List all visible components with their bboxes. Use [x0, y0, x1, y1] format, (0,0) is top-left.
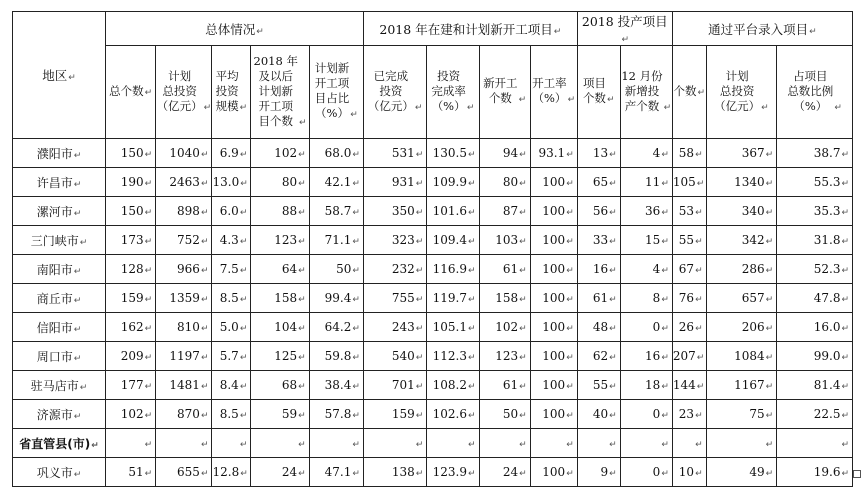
value-cell: 701↵: [363, 371, 426, 400]
value-cell: 4↵: [620, 139, 672, 168]
value-cell: 19.6↵: [777, 458, 853, 487]
value-cell: 65↵: [577, 168, 620, 197]
value-cell: 16.0↵: [777, 313, 853, 342]
value-cell: 42.1↵: [309, 168, 363, 197]
value-cell: 80↵: [479, 168, 530, 197]
value-cell: 1340↵: [706, 168, 777, 197]
table-body: [13, 139, 853, 487]
value-cell: 931↵: [363, 168, 426, 197]
value-cell: 105.1↵: [427, 313, 479, 342]
region-header: 地区↵: [13, 12, 106, 139]
value-cell: 100↵: [530, 371, 577, 400]
value-cell: ↵: [427, 429, 479, 458]
value-cell: 350↵: [363, 197, 426, 226]
value-cell: 68.0↵: [309, 139, 363, 168]
value-cell: 23↵: [672, 400, 706, 429]
value-cell: 119.7↵: [427, 284, 479, 313]
value-cell: 58.7↵: [309, 197, 363, 226]
table-row: [13, 429, 853, 458]
value-cell: 810↵: [156, 313, 212, 342]
value-cell: 130.5↵: [427, 139, 479, 168]
value-cell: 128↵: [106, 255, 156, 284]
value-cell: ↵: [577, 429, 620, 458]
value-cell: 5.0↵: [212, 313, 251, 342]
value-cell: 109.9↵: [427, 168, 479, 197]
value-cell: 112.3↵: [427, 342, 479, 371]
value-cell: ↵: [479, 429, 530, 458]
value-cell: 24↵: [251, 458, 309, 487]
value-cell: 144↵: [672, 371, 706, 400]
value-cell: 206↵: [706, 313, 777, 342]
value-cell: 16↵: [620, 342, 672, 371]
value-cell: 80↵: [251, 168, 309, 197]
value-cell: 752↵: [156, 226, 212, 255]
value-cell: 898↵: [156, 197, 212, 226]
column-header: 新开工 个数 ↵: [479, 46, 530, 139]
value-cell: 531↵: [363, 139, 426, 168]
value-cell: 123↵: [251, 226, 309, 255]
value-cell: 125↵: [251, 342, 309, 371]
value-cell: 109.4↵: [427, 226, 479, 255]
region-cell: 漯河市↵: [13, 197, 106, 226]
value-cell: 13.0↵: [212, 168, 251, 197]
column-header: 计划新 开工项 目占比 （%）↵: [309, 46, 363, 139]
group-header-construction: 2018 年在建和计划新开工项目↵: [363, 12, 577, 46]
region-cell: 信阳市↵: [13, 313, 106, 342]
value-cell: 150↵: [106, 139, 156, 168]
group-header-production: 2018 投产项目↵: [577, 12, 672, 46]
value-cell: 232↵: [363, 255, 426, 284]
value-cell: ↵: [212, 429, 251, 458]
value-cell: 47.8↵: [777, 284, 853, 313]
value-cell: ↵: [530, 429, 577, 458]
value-cell: 8↵: [620, 284, 672, 313]
table-row: [13, 313, 853, 342]
value-cell: 81.4↵: [777, 371, 853, 400]
value-cell: ↵: [309, 429, 363, 458]
value-cell: 367↵: [706, 139, 777, 168]
value-cell: 71.1↵: [309, 226, 363, 255]
value-cell: 102↵: [106, 400, 156, 429]
table-row: [13, 400, 853, 429]
value-cell: 323↵: [363, 226, 426, 255]
value-cell: 38.4↵: [309, 371, 363, 400]
table-row: [13, 255, 853, 284]
value-cell: 340↵: [706, 197, 777, 226]
value-cell: 1084↵: [706, 342, 777, 371]
value-cell: 55↵: [672, 226, 706, 255]
value-cell: 123↵: [479, 342, 530, 371]
value-cell: 18↵: [620, 371, 672, 400]
column-header: 总个数↵: [106, 46, 156, 139]
value-cell: 100↵: [530, 400, 577, 429]
value-cell: 158↵: [251, 284, 309, 313]
value-cell: 50↵: [309, 255, 363, 284]
value-cell: 64↵: [251, 255, 309, 284]
value-cell: 100↵: [530, 226, 577, 255]
column-header: 已完成 投资 （亿元）↵: [363, 46, 426, 139]
value-cell: 100↵: [530, 284, 577, 313]
value-cell: 87↵: [479, 197, 530, 226]
value-cell: 5.7↵: [212, 342, 251, 371]
statistics-table: [12, 11, 853, 487]
value-cell: 51↵: [106, 458, 156, 487]
value-cell: 100↵: [530, 313, 577, 342]
value-cell: 0↵: [620, 458, 672, 487]
value-cell: 64.2↵: [309, 313, 363, 342]
value-cell: 870↵: [156, 400, 212, 429]
value-cell: 102↵: [479, 313, 530, 342]
value-cell: 24↵: [479, 458, 530, 487]
value-cell: 286↵: [706, 255, 777, 284]
value-cell: 104↵: [251, 313, 309, 342]
value-cell: 13↵: [577, 139, 620, 168]
table-row: [13, 284, 853, 313]
value-cell: 8.4↵: [212, 371, 251, 400]
value-cell: 100↵: [530, 458, 577, 487]
value-cell: 52.3↵: [777, 255, 853, 284]
group-header-overall: 总体情况↵: [106, 12, 364, 46]
value-cell: 101.6↵: [427, 197, 479, 226]
table-row: [13, 197, 853, 226]
table-row: [13, 139, 853, 168]
value-cell: 655↵: [156, 458, 212, 487]
value-cell: 105↵: [672, 168, 706, 197]
value-cell: 657↵: [706, 284, 777, 313]
value-cell: 10↵: [672, 458, 706, 487]
value-cell: 755↵: [363, 284, 426, 313]
region-cell: 许昌市↵: [13, 168, 106, 197]
value-cell: 16↵: [577, 255, 620, 284]
value-cell: 1167↵: [706, 371, 777, 400]
value-cell: 40↵: [577, 400, 620, 429]
value-cell: 35.3↵: [777, 197, 853, 226]
column-header: 平均 投资 规模↵: [212, 46, 251, 139]
value-cell: 4↵: [620, 255, 672, 284]
value-cell: 57.8↵: [309, 400, 363, 429]
value-cell: 99.4↵: [309, 284, 363, 313]
value-cell: ↵: [620, 429, 672, 458]
value-cell: 6.9↵: [212, 139, 251, 168]
value-cell: 159↵: [363, 400, 426, 429]
value-cell: 59↵: [251, 400, 309, 429]
column-header: 计划 总投资 （亿元）↵: [706, 46, 777, 139]
value-cell: 75↵: [706, 400, 777, 429]
region-cell: 巩义市↵: [13, 458, 106, 487]
value-cell: 108.2↵: [427, 371, 479, 400]
region-cell: 三门峡市↵: [13, 226, 106, 255]
value-cell: 966↵: [156, 255, 212, 284]
value-cell: 59.8↵: [309, 342, 363, 371]
value-cell: 7.5↵: [212, 255, 251, 284]
value-cell: ↵: [251, 429, 309, 458]
value-cell: 38.7↵: [777, 139, 853, 168]
table-row: [13, 342, 853, 371]
value-cell: 159↵: [106, 284, 156, 313]
value-cell: 100↵: [530, 342, 577, 371]
value-cell: 49↵: [706, 458, 777, 487]
value-cell: 116.9↵: [427, 255, 479, 284]
value-cell: 50↵: [479, 400, 530, 429]
value-cell: 209↵: [106, 342, 156, 371]
group-header-platform: 通过平台录入项目↵: [672, 12, 852, 46]
value-cell: 67↵: [672, 255, 706, 284]
value-cell: 99.0↵: [777, 342, 853, 371]
table-row: [13, 168, 853, 197]
value-cell: 8.5↵: [212, 284, 251, 313]
value-cell: 68↵: [251, 371, 309, 400]
value-cell: 93.1↵: [530, 139, 577, 168]
value-cell: 138↵: [363, 458, 426, 487]
value-cell: 2463↵: [156, 168, 212, 197]
value-cell: 15↵: [620, 226, 672, 255]
value-cell: ↵: [106, 429, 156, 458]
value-cell: 6.0↵: [212, 197, 251, 226]
value-cell: 26↵: [672, 313, 706, 342]
region-cell: 驻马店市↵: [13, 371, 106, 400]
value-cell: 158↵: [479, 284, 530, 313]
value-cell: 61↵: [577, 284, 620, 313]
value-cell: 88↵: [251, 197, 309, 226]
value-cell: 342↵: [706, 226, 777, 255]
region-cell: 濮阳市↵: [13, 139, 106, 168]
value-cell: 58↵: [672, 139, 706, 168]
value-cell: 1040↵: [156, 139, 212, 168]
value-cell: ↵: [777, 429, 853, 458]
table-row: [13, 371, 853, 400]
column-header: 占项目 总数比例 （%） ↵: [777, 46, 853, 139]
value-cell: 540↵: [363, 342, 426, 371]
value-cell: 0↵: [620, 400, 672, 429]
header-column-row: [13, 46, 853, 139]
column-header: 12 月份 新增投 产个数 ↵: [620, 46, 672, 139]
value-cell: 103↵: [479, 226, 530, 255]
column-header: 开工率 （%）↵: [530, 46, 577, 139]
table-row: [13, 226, 853, 255]
value-cell: 173↵: [106, 226, 156, 255]
value-cell: 4.3↵: [212, 226, 251, 255]
value-cell: 31.8↵: [777, 226, 853, 255]
value-cell: 100↵: [530, 197, 577, 226]
value-cell: 56↵: [577, 197, 620, 226]
value-cell: 36↵: [620, 197, 672, 226]
value-cell: 47.1↵: [309, 458, 363, 487]
region-cell: 南阳市↵: [13, 255, 106, 284]
value-cell: 61↵: [479, 371, 530, 400]
value-cell: 61↵: [479, 255, 530, 284]
value-cell: 123.9↵: [427, 458, 479, 487]
value-cell: 0↵: [620, 313, 672, 342]
region-cell: 商丘市↵: [13, 284, 106, 313]
value-cell: 48↵: [577, 313, 620, 342]
value-cell: 55↵: [577, 371, 620, 400]
region-cell: 济源市↵: [13, 400, 106, 429]
column-header: 项目 个数↵: [577, 46, 620, 139]
value-cell: 1481↵: [156, 371, 212, 400]
value-cell: ↵: [156, 429, 212, 458]
column-header: 2018 年 及以后 计划新 开工项 目个数 ↵: [251, 46, 309, 139]
column-header: 投资 完成率 （%）↵: [427, 46, 479, 139]
value-cell: 102.6↵: [427, 400, 479, 429]
value-cell: ↵: [706, 429, 777, 458]
value-cell: 100↵: [530, 255, 577, 284]
header-group-row: [13, 12, 853, 46]
value-cell: 190↵: [106, 168, 156, 197]
value-cell: 207↵: [672, 342, 706, 371]
value-cell: 53↵: [672, 197, 706, 226]
value-cell: 22.5↵: [777, 400, 853, 429]
value-cell: 1359↵: [156, 284, 212, 313]
table-row: [13, 458, 853, 487]
value-cell: 8.5↵: [212, 400, 251, 429]
value-cell: ↵: [363, 429, 426, 458]
column-header: 计划 总投资 （亿元）↵: [156, 46, 212, 139]
table-resize-handle[interactable]: [853, 470, 861, 478]
value-cell: 55.3↵: [777, 168, 853, 197]
value-cell: 102↵: [251, 139, 309, 168]
value-cell: 1197↵: [156, 342, 212, 371]
value-cell: 150↵: [106, 197, 156, 226]
value-cell: 243↵: [363, 313, 426, 342]
value-cell: 33↵: [577, 226, 620, 255]
column-header: 个数↵: [672, 46, 706, 139]
value-cell: 100↵: [530, 168, 577, 197]
value-cell: 177↵: [106, 371, 156, 400]
value-cell: 94↵: [479, 139, 530, 168]
region-cell: 周口市↵: [13, 342, 106, 371]
region-cell: 省直管县(市)↵: [13, 429, 106, 458]
value-cell: 76↵: [672, 284, 706, 313]
value-cell: 162↵: [106, 313, 156, 342]
value-cell: ↵: [672, 429, 706, 458]
value-cell: 62↵: [577, 342, 620, 371]
value-cell: 9↵: [577, 458, 620, 487]
value-cell: 11↵: [620, 168, 672, 197]
value-cell: 12.8↵: [212, 458, 251, 487]
